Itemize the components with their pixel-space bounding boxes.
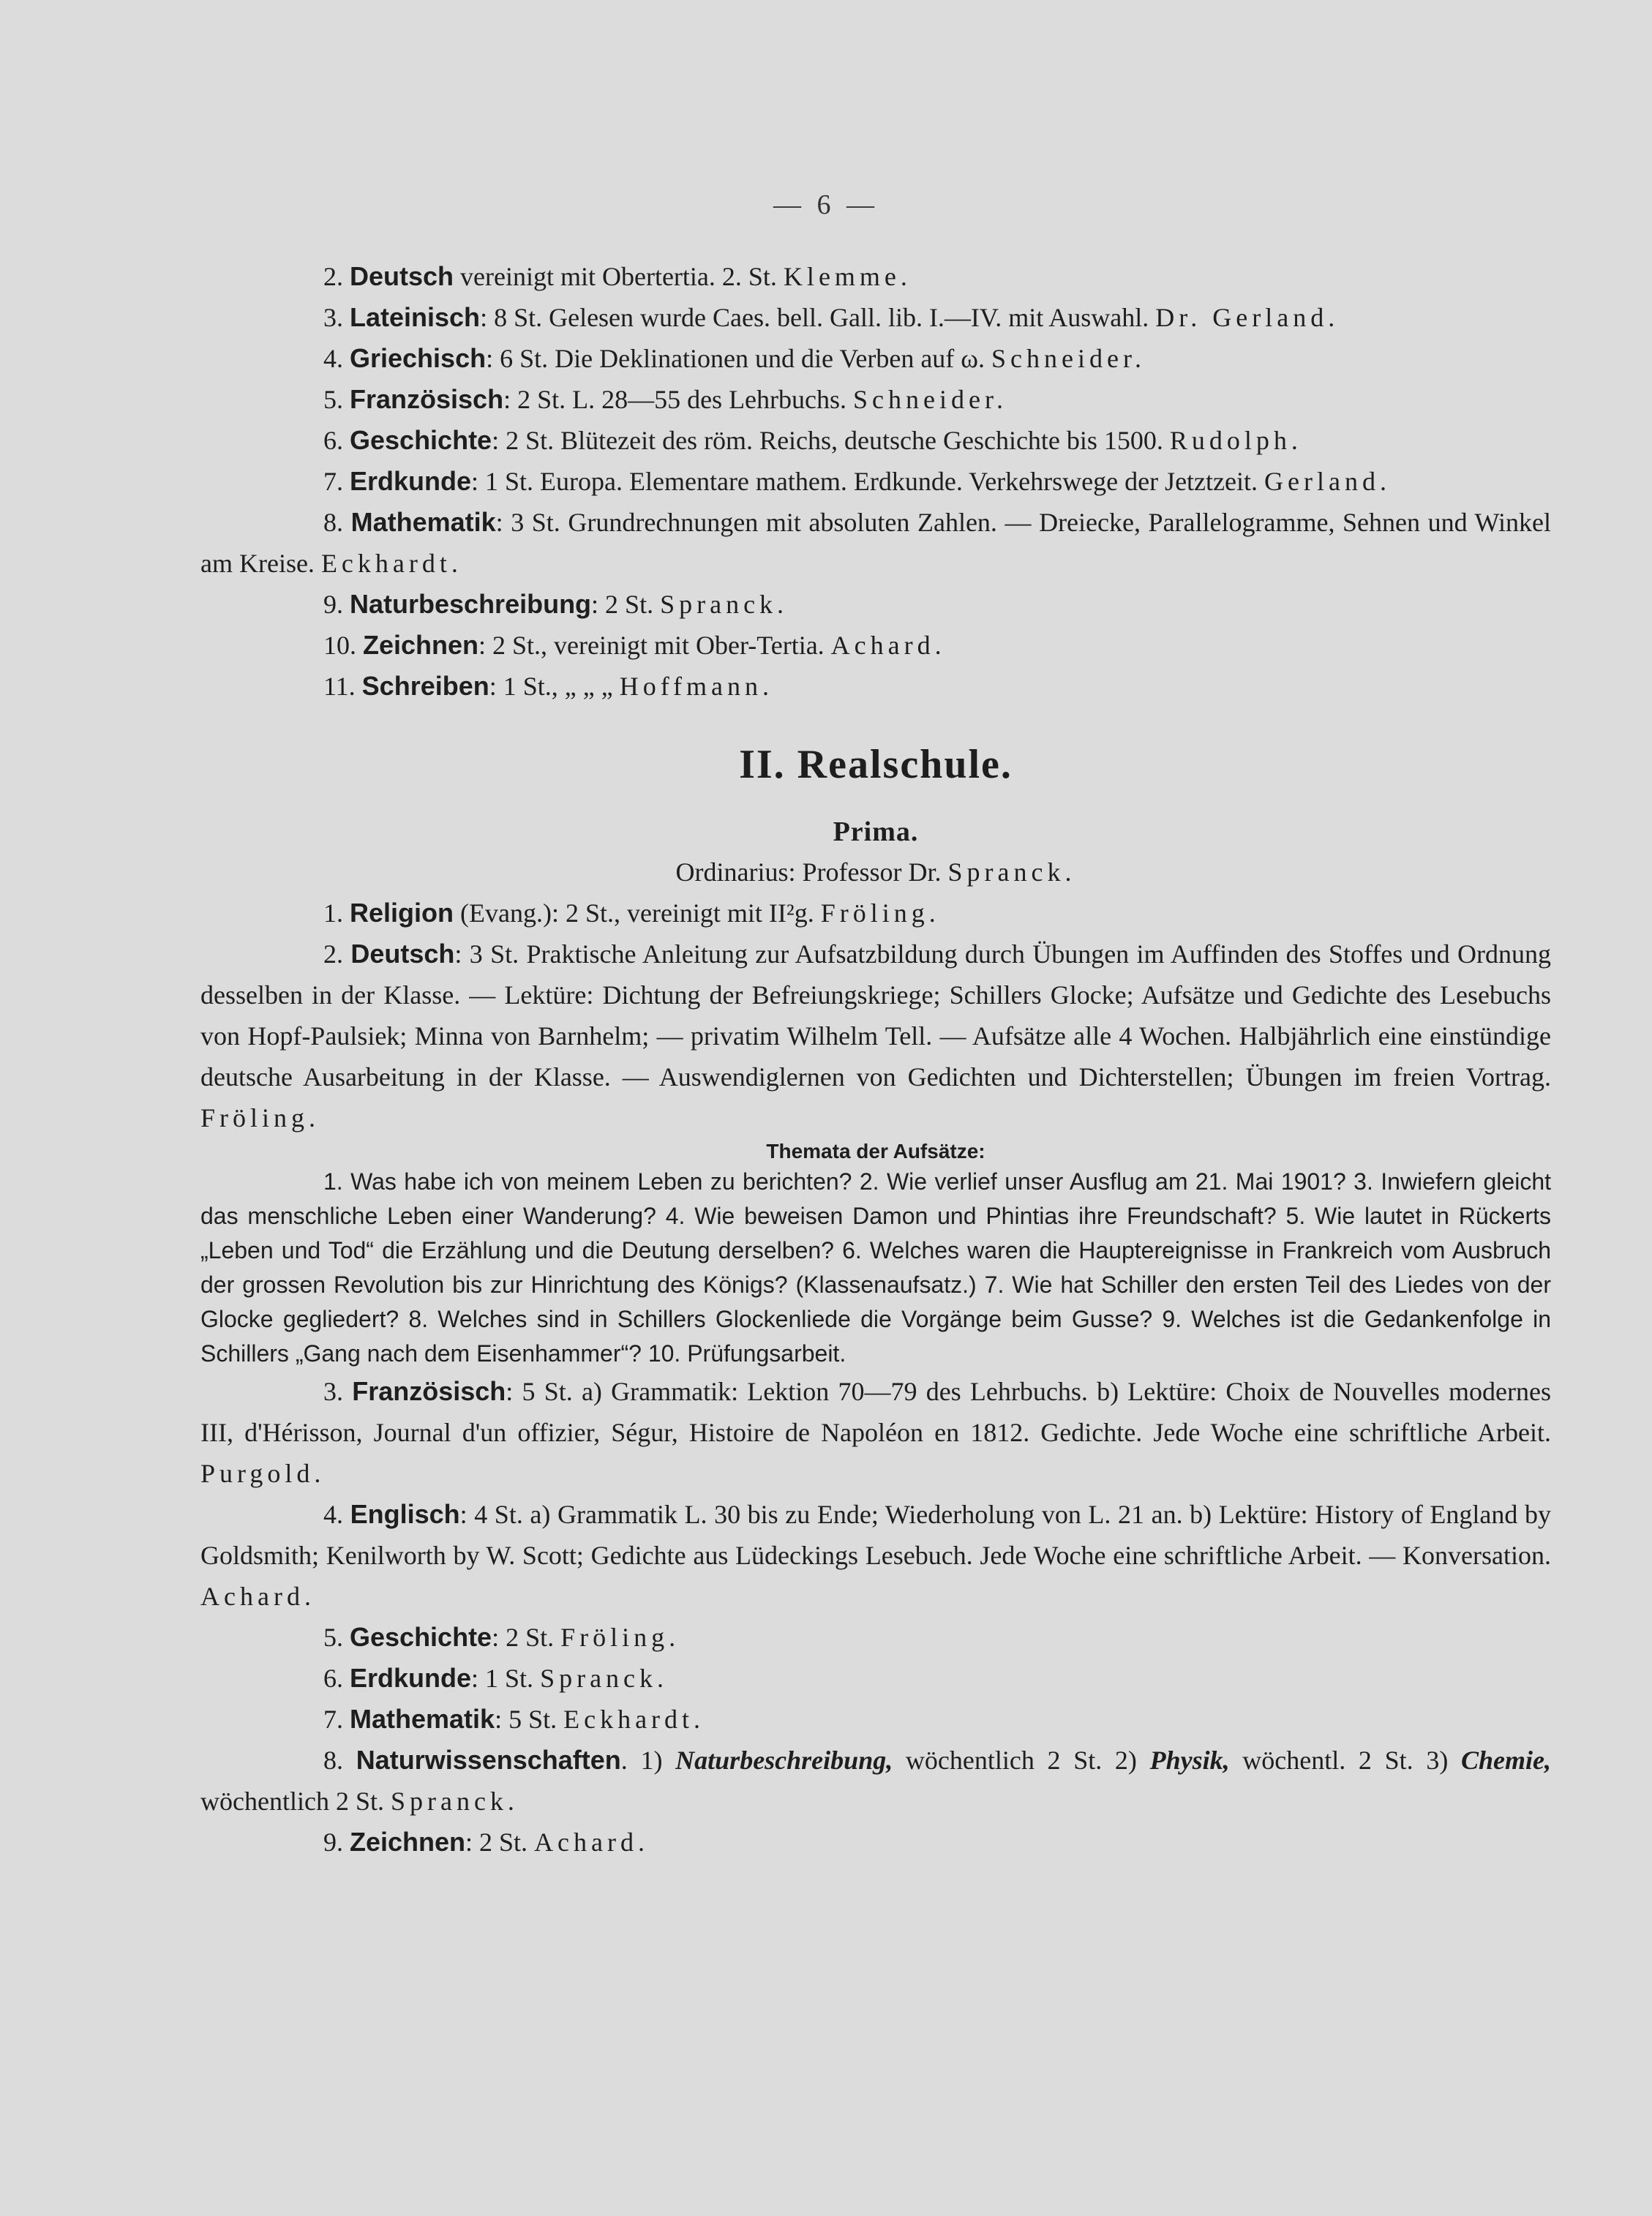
list-item-engl: 4. Englisch: 4 St. a) Grammatik L. 30 bis zu Ende; Wiederholung von L. 21 an. b) Lektüre: History of England by Goldsmith; Kenilworth by W. Scott; Gedichte aus Lüdeckings Lesebuch. Jede Woche eine schriftliche Arbeit. — Konversation. Achard. <box>200 1499 1551 1611</box>
list-item-franz: 3. Französisch: 5 St. a) Grammatik: Lektion 70—79 des Lehrbuchs. b) Lektüre: Choix de Nouvelles modernes III, d'Hérisson, Journal d'un offizier, Ségur, Histoire de Napoléon en 1812. Gedichte. Jede Woche eine schriftliche Arbeit. Purgold. <box>200 1376 1551 1488</box>
themes-text: 1. Was habe ich von meinem Leben zu berichten? 2. Wie verlief unser Ausflug am 21. Mai 1901? 3. Inwiefern gleicht das menschliche Leben einer Wanderung? 4. Wie beweisen Damon und Phintias ihre Freundschaft? 5. Wie lautet in Rückerts „Leben und Tod“ die Erzählung und die Deutung derselben? 6. Welches waren die Hauptereignisse in Frankreich vom Ausbruch der grossen Revolution bis zur Hinrichtung des Königs? (Klassenaufsatz.) 7. Wie hat Schiller den ersten Teil des Liedes von der Glocke gegliedert? 8. Welches sind in Schillers Glockenliede die Vorgänge beim Gusse? 9. Welches ist die Gedankenfolge in Schillers „Gang nach dem Eisenhammer“? 10. Prüfungsarbeit. <box>200 1168 1551 1367</box>
list-item: 9. Naturbeschreibung: 2 St. Spranck. <box>323 589 789 619</box>
list-item: 4. Griechisch: 6 St. Die Deklinationen und die Verben auf ω. Schneider. <box>323 343 1146 373</box>
page-number: — 6 — <box>773 189 879 220</box>
class-heading: Prima. <box>833 816 919 847</box>
list-item: 2. Deutsch vereinigt mit Obertertia. 2. St. Klemme. <box>323 261 912 291</box>
ordinarius-line: Ordinarius: Professor Dr. Spranck. <box>675 857 1076 887</box>
list-item: 7. Erdkunde: 1 St. Europa. Elementare mathem. Erdkunde. Verkehrswege der Jetztzeit. Gerland. <box>323 466 1391 496</box>
list-item-religion: 1. Religion (Evang.): 2 St., vereinigt mit II²g. Fröling. <box>323 898 940 928</box>
list-item-erdk: 6. Erdkunde: 1 St. Spranck. <box>323 1663 669 1693</box>
lesson-list-upper <box>200 256 1551 1863</box>
themes-title: Themata der Aufsätze: <box>766 1140 985 1163</box>
list-item: 5. Französisch: 2 St. L. 28—55 des Lehrbuchs. Schneider. <box>323 384 1007 414</box>
list-item-natur: 8. Naturwissenschaften. 1) Naturbeschreibung, wöchentlich 2 St. 2) Physik, wöchentl. 2 St. 3) Chemie, wöchentlich 2 St. Spranck. <box>200 1745 1551 1816</box>
list-item: 8. Mathematik: 3 St. Grundrechnungen mit absoluten Zahlen. — Dreiecke, Parallelogramme, Sehnen und Winkel am Kreise. Eckhardt. <box>200 507 1552 578</box>
list-item-gesch: 5. Geschichte: 2 St. Fröling. <box>323 1622 680 1652</box>
list-item: 11. Schreiben: 1 St., „ „ „ Hoffmann. <box>323 671 774 701</box>
list-item: 10. Zeichnen: 2 St., vereinigt mit Ober-Tertia. Achard. <box>323 630 946 660</box>
list-item: 3. Lateinisch: 8 St. Gelesen wurde Caes. bell. Gall. lib. I.—IV. mit Auswahl. Dr. Gerland. <box>323 302 1340 332</box>
section-heading: II. Realschule. <box>739 742 1013 787</box>
list-item-deutsch: 2. Deutsch: 3 St. Praktische Anleitung zur Aufsatzbildung durch Übungen im Auffinden des Stoffes und Ordnung desselben in der Klasse. — Lektüre: Dichtung der Befreiungskriege; Schillers Glocke; Aufsätze und Gedichte des Lesebuchs von Hopf-Paulsiek; Minna von Barnhelm; — privatim Wilhelm Tell. — Aufsätze alle 4 Wochen. Halbjährlich eine einstündige deutsche Ausarbeitung in der Klasse. — Auswendiglernen von Gedichten und Dichterstellen; Übungen im freien Vortrag. Fröling. <box>200 939 1552 1133</box>
list-item: 6. Geschichte: 2 St. Blütezeit des röm. Reichs, deutsche Geschichte bis 1500. Rudolph. <box>323 425 1302 455</box>
list-item-zeich: 9. Zeichnen: 2 St. Achard. <box>323 1827 650 1857</box>
list-item-math: 7. Mathematik: 5 St. Eckhardt. <box>323 1704 705 1734</box>
